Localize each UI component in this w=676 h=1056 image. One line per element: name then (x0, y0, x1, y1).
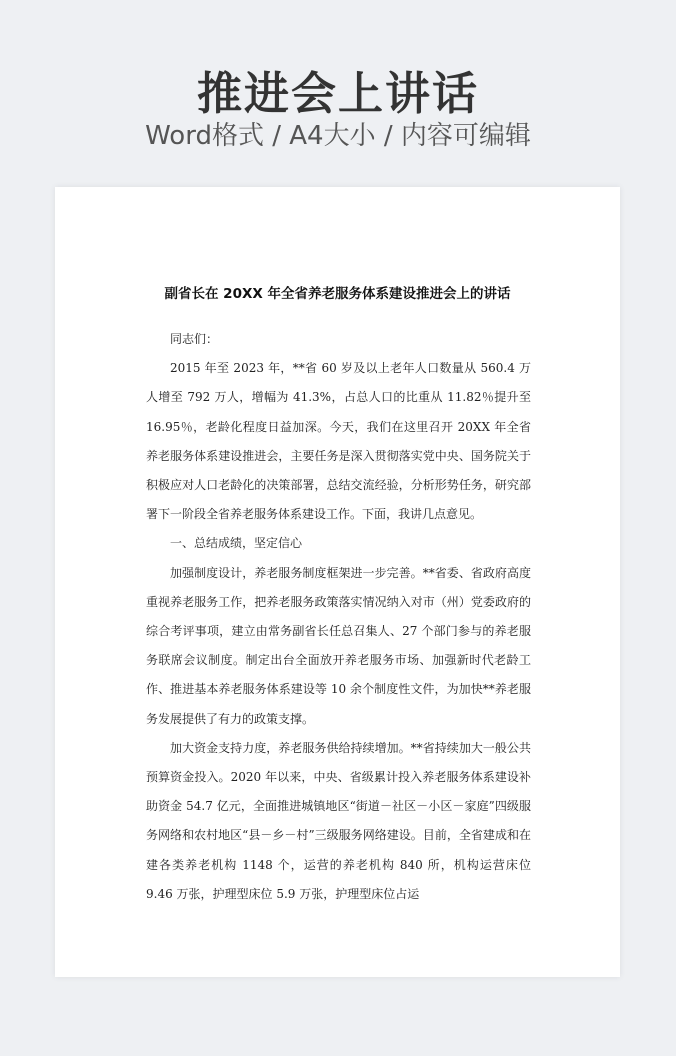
document-page (55, 187, 620, 977)
banner-subtitle: Word格式 / A4大小 / 内容可编辑 (145, 121, 531, 151)
promo-banner (0, 0, 676, 186)
paragraph-funding: 加大资金支持力度，养老服务供给持续增加。**省持续加大一般公共预算资金投入。2020 年以来，中央、省级累计投入养老服务体系建设补助资金 54.7 亿元，全面推进城镇地区“街道－社区－小区－家庭”四级服务网络和农村地区“县－乡－村”三级服务网络建设。目前，全省建成和在建各类养老机构 1148 个，运营的养老机构 840 所，机构运营床位 9.46 万张，护理型床位 5.9 万张，护理型床位占运 (146, 740, 531, 901)
paragraph-intro: 2015 年至 2023 年，**省 60 岁及以上老年人口数量从 560.4 万人增至 792 万人，增幅为 41.3%，占总人口的比重从 11.82％提升至 16.95％，老龄化程度日益加深。今天，我们在这里召开 20XX 年全省养老服务体系建设推进会，主要任务是深入贯彻落实党中央、国务院关于积极应对人口老龄化的决策部署，总结交流经验，分析形势任务，研究部署下一阶段全省养老服务体系建设工作。下面，我讲几点意见。 (146, 361, 531, 522)
banner-title: 推进会上讲话 (196, 67, 479, 120)
document-title: 副省长在 20XX 年全省养老服务体系建设推进会上的讲话 (164, 286, 511, 302)
paragraph-policy: 加强制度设计，养老服务制度框架进一步完善。**省委、省政府高度重视养老服务工作，把养老服务政策落实情况纳入对市（州）党委政府的综合考评事项，建立由常务副省长任总召集人、27 个部门参与的养老服务联席会议制度。制定出台全面放开养老服务市场、加强新时代老龄工作、推进基本养老服务体系建设等 10 余个制度性文件，为加快**养老服务发展提供了有力的政策支撑。 (146, 565, 531, 726)
section-heading: 一、总结成绩，坚定信心 (170, 536, 303, 551)
document-body (146, 325, 531, 909)
salutation: 同志们： (170, 332, 219, 346)
